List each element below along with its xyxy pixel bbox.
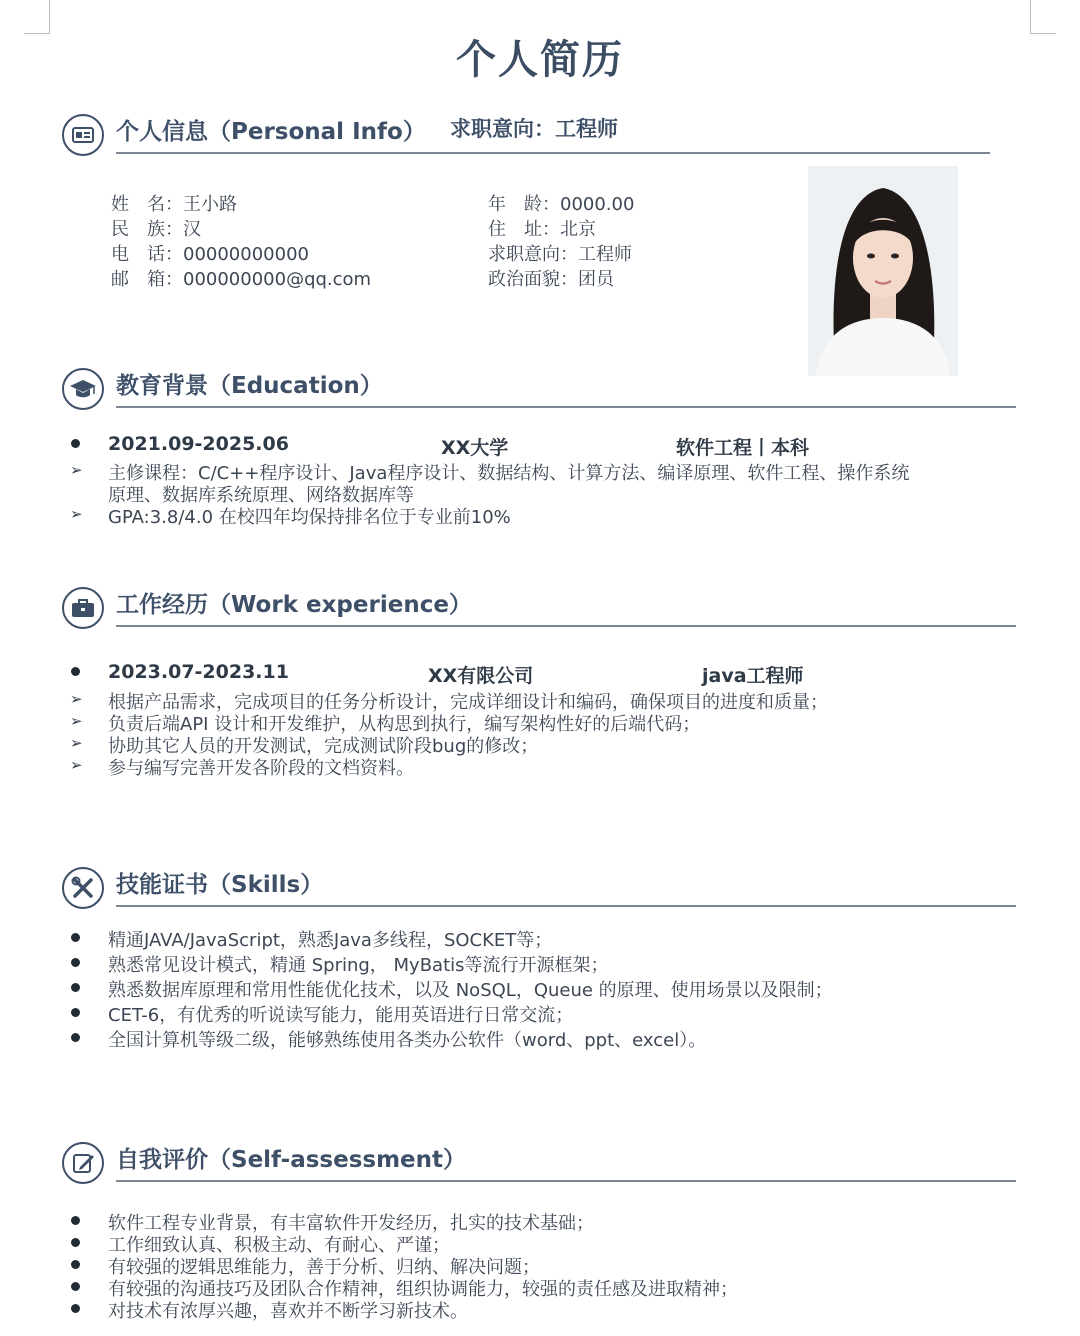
id-card-icon	[62, 114, 104, 156]
section-rule	[116, 406, 1016, 408]
info-address: 住 址：北京	[488, 219, 596, 240]
bullet-dot	[71, 1282, 80, 1291]
skill-item: 精通JAVA/JavaScript，熟悉Java多线程，SOCKET等；	[108, 930, 553, 951]
skill-item: CET-6，有优秀的听说读写能力，能用英语进行日常交流；	[108, 1005, 574, 1026]
edit-pencil-icon	[62, 1142, 104, 1184]
skill-item: 熟悉常见设计模式，精通 Spring， MyBatis等流行开源框架；	[108, 955, 609, 976]
section-rule	[116, 1180, 1016, 1182]
work-line: 协助其它人员的开发测试，完成测试阶段bug的修改；	[108, 736, 539, 757]
self-assessment-item: 对技术有浓厚兴趣，喜欢并不断学习新技术。	[108, 1301, 468, 1322]
arrow-bullet-icon: ➢	[70, 734, 83, 752]
section-rule	[116, 625, 1016, 627]
section-rule	[116, 905, 1016, 907]
arrow-bullet-icon: ➢	[70, 690, 83, 708]
info-ethnicity: 民 族：汉	[111, 219, 201, 240]
section-title-work: 工作经历（Work experience）	[116, 592, 472, 618]
arrow-bullet-icon: ➢	[70, 756, 83, 774]
work-line: 负责后端API 设计和开发维护，从构思到执行，编写架构性好的后端代码；	[108, 714, 701, 735]
section-title-personal: 个人信息（Personal Info）	[116, 119, 426, 145]
info-phone: 电 话：00000000000	[111, 244, 309, 265]
bullet-dot	[71, 933, 80, 942]
self-assessment-item: 软件工程专业背景，有丰富软件开发经历，扎实的技术基础；	[108, 1213, 594, 1234]
bullet-dot	[71, 958, 80, 967]
education-line: 主修课程：C/C++程序设计、Java程序设计、数据结构、计算方法、编译原理、软件工程、操作系统	[108, 463, 910, 484]
section-title-skills: 技能证书（Skills）	[116, 872, 324, 898]
work-role: java工程师	[702, 665, 804, 687]
arrow-bullet-icon: ➢	[70, 712, 83, 730]
briefcase-icon	[62, 587, 104, 629]
self-assessment-item: 有较强的逻辑思维能力，善于分析、归纳、解决问题；	[108, 1257, 540, 1278]
bullet-dot	[71, 667, 80, 676]
graduation-cap-icon	[62, 368, 104, 410]
arrow-bullet-icon: ➢	[70, 461, 83, 479]
bullet-dot	[71, 1216, 80, 1225]
section-rule	[116, 152, 990, 154]
work-company: XX有限公司	[428, 665, 534, 687]
work-line: 根据产品需求，完成项目的任务分析设计，完成详细设计和编码，确保项目的进度和质量；	[108, 692, 828, 713]
work-line: 参与编写完善开发各阶段的文档资料。	[108, 758, 414, 779]
job-intent-header: 求职意向：工程师	[450, 117, 618, 141]
self-assessment-item: 工作细致认真、积极主动、有耐心、严谨；	[108, 1235, 450, 1256]
bullet-dot	[71, 1033, 80, 1042]
education-school: XX大学	[441, 437, 509, 459]
bullet-dot	[71, 1238, 80, 1247]
arrow-bullet-icon: ➢	[70, 505, 83, 523]
info-name: 姓 名：王小路	[111, 194, 237, 215]
section-title-self-assessment: 自我评价（Self-assessment）	[116, 1147, 467, 1173]
skill-item: 全国计算机等级二级，能够熟练使用各类办公软件（word、ppt、excel）。	[108, 1030, 707, 1051]
bullet-dot	[71, 1008, 80, 1017]
section-title-education: 教育背景（Education）	[116, 373, 383, 399]
profile-photo	[808, 166, 958, 376]
work-period: 2023.07-2023.11	[108, 661, 289, 683]
bullet-dot	[71, 1260, 80, 1269]
education-major: 软件工程丨本科	[676, 437, 810, 459]
tools-icon	[62, 867, 104, 909]
bullet-dot	[71, 1304, 80, 1313]
education-period: 2021.09-2025.06	[108, 433, 289, 455]
page-title: 个人简历	[456, 37, 624, 83]
info-political-status: 政治面貌：团员	[488, 269, 614, 290]
info-email: 邮 箱：000000000@qq.com	[111, 269, 372, 290]
bullet-dot	[71, 439, 80, 448]
skill-item: 熟悉数据库原理和常用性能优化技术，以及 NoSQL，Queue 的原理、使用场景以及限制；	[108, 980, 833, 1001]
self-assessment-item: 有较强的沟通技巧及团队合作精神，组织协调能力，较强的责任感及进取精神；	[108, 1279, 738, 1300]
education-line: 原理、数据库系统原理、网络数据库等	[108, 485, 414, 506]
info-age: 年 龄：0000.00	[488, 194, 635, 215]
bullet-dot	[71, 983, 80, 992]
education-line: GPA:3.8/4.0 在校四年均保持排名位于专业前10%	[108, 507, 511, 528]
info-job-intent: 求职意向：工程师	[488, 244, 632, 265]
